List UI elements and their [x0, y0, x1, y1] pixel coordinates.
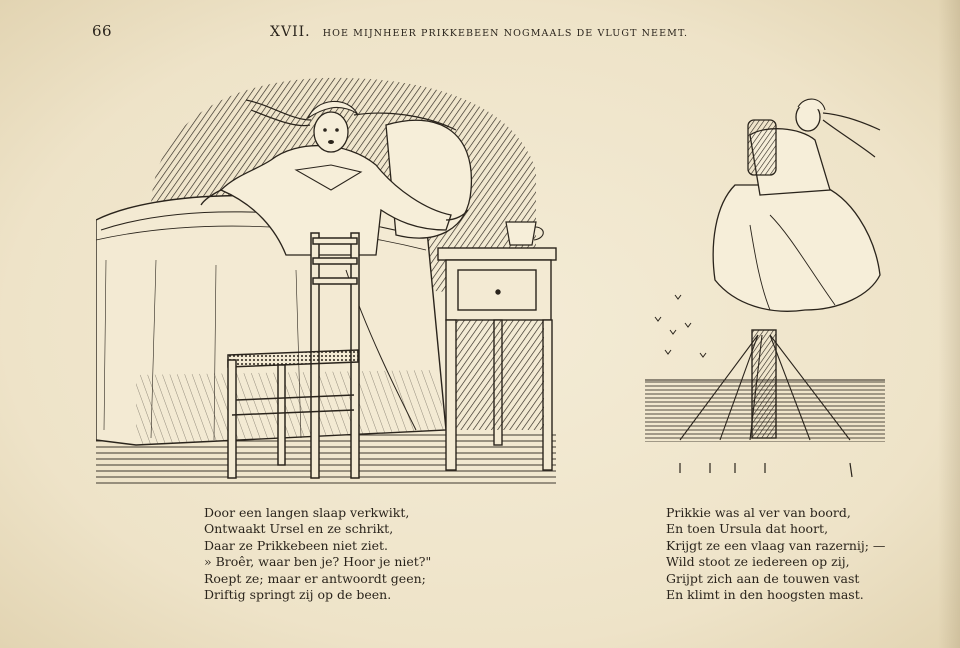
- verse-line: En toen Ursula dat hoort,: [666, 521, 829, 537]
- verse-line: Grijpt zich aan de touwen vast: [666, 570, 860, 586]
- verse-line: » Broêr, waar ben je? Hoor je niet?": [204, 554, 432, 570]
- verse-right: [666, 505, 885, 603]
- verse-line: Daar ze Prikkebeen niet ziet.: [204, 537, 389, 553]
- verse-line: Ontwaakt Ursel en ze schrikt,: [204, 521, 394, 537]
- illustration-bedroom: [96, 70, 566, 490]
- water-marks: [680, 463, 852, 477]
- verse-line: Krijgt ze een vlaag van razernij; —: [666, 537, 886, 553]
- mast: [752, 330, 776, 438]
- verse-line: Door een langen slaap verkwikt,: [204, 505, 410, 520]
- illustration-mast: [640, 95, 900, 490]
- woman-head: [314, 112, 348, 152]
- chapter-title: HOE MIJNHEER PRIKKEBEEN NOGMAALS DE VLUGT NEEMT.: [322, 28, 689, 39]
- page-number: 66: [92, 22, 113, 40]
- mast-top: [748, 120, 776, 175]
- verse-line: Driftig springt zij op de been.: [204, 587, 392, 603]
- verse-line: Prikkie was al ver van boord,: [666, 505, 851, 520]
- verse-line: Wild stoot ze iedereen op zij,: [666, 554, 850, 570]
- chapter-number: XVII.: [270, 24, 311, 40]
- cup: [506, 222, 536, 245]
- birds: [655, 295, 706, 357]
- verse-left: [204, 505, 431, 603]
- verse-line: Roept ze; maar er antwoordt geen;: [204, 570, 426, 586]
- page-edge-shadow: [938, 0, 960, 648]
- running-head: [270, 24, 750, 40]
- verse-line: En klimt in den hoogsten mast.: [666, 587, 864, 603]
